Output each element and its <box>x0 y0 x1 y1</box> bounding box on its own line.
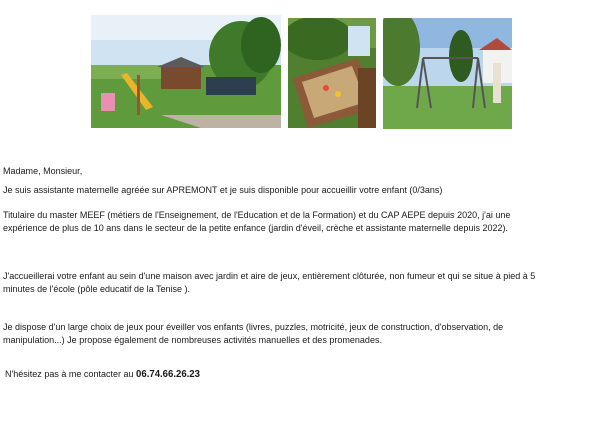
home-paragraph: J'accueillerai votre enfant au sein d'une maison avec jardin et aire de jeux, entièrement clôturée, non fumeur et qui se situe à pied à 5 minutes de l'école (pôle educatif de la Tenise ). <box>3 271 536 295</box>
phone-number[interactable]: 06.74.66.26.23 <box>136 369 200 380</box>
intro-paragraph: Je suis assistante maternelle agréée sur APREMONT et je suis disponible pour accueillir votre enfant (0/3ans) <box>3 185 443 196</box>
swing-set-photo <box>383 18 512 129</box>
contact-line <box>5 369 555 382</box>
greeting: Madame, Monsieur, <box>3 166 83 177</box>
sandbox-photo <box>288 18 376 128</box>
qualifications-paragraph: Titulaire du master MEEF (métiers de l'Enseignement, de l'Education et de la Formation) et du CAP AEPE depuis 2020, j'ai une expérience de plus de 10 ans dans le secteur de la petite enfance (jardin d'éveil, crèche et assistante maternelle depuis 2022). <box>3 210 511 234</box>
activities-paragraph: Je dispose d'un large choix de jeux pour éveiller vos enfants (livres, puzzles, motricité, jeux de construction, d'observation, de manipulation...) Je propose également de nombreuses activités manuelles et des promenades. <box>3 322 504 346</box>
garden-playground-photo <box>91 15 281 128</box>
contact-prefix: N'hésitez pas à me contacter au <box>5 369 137 380</box>
